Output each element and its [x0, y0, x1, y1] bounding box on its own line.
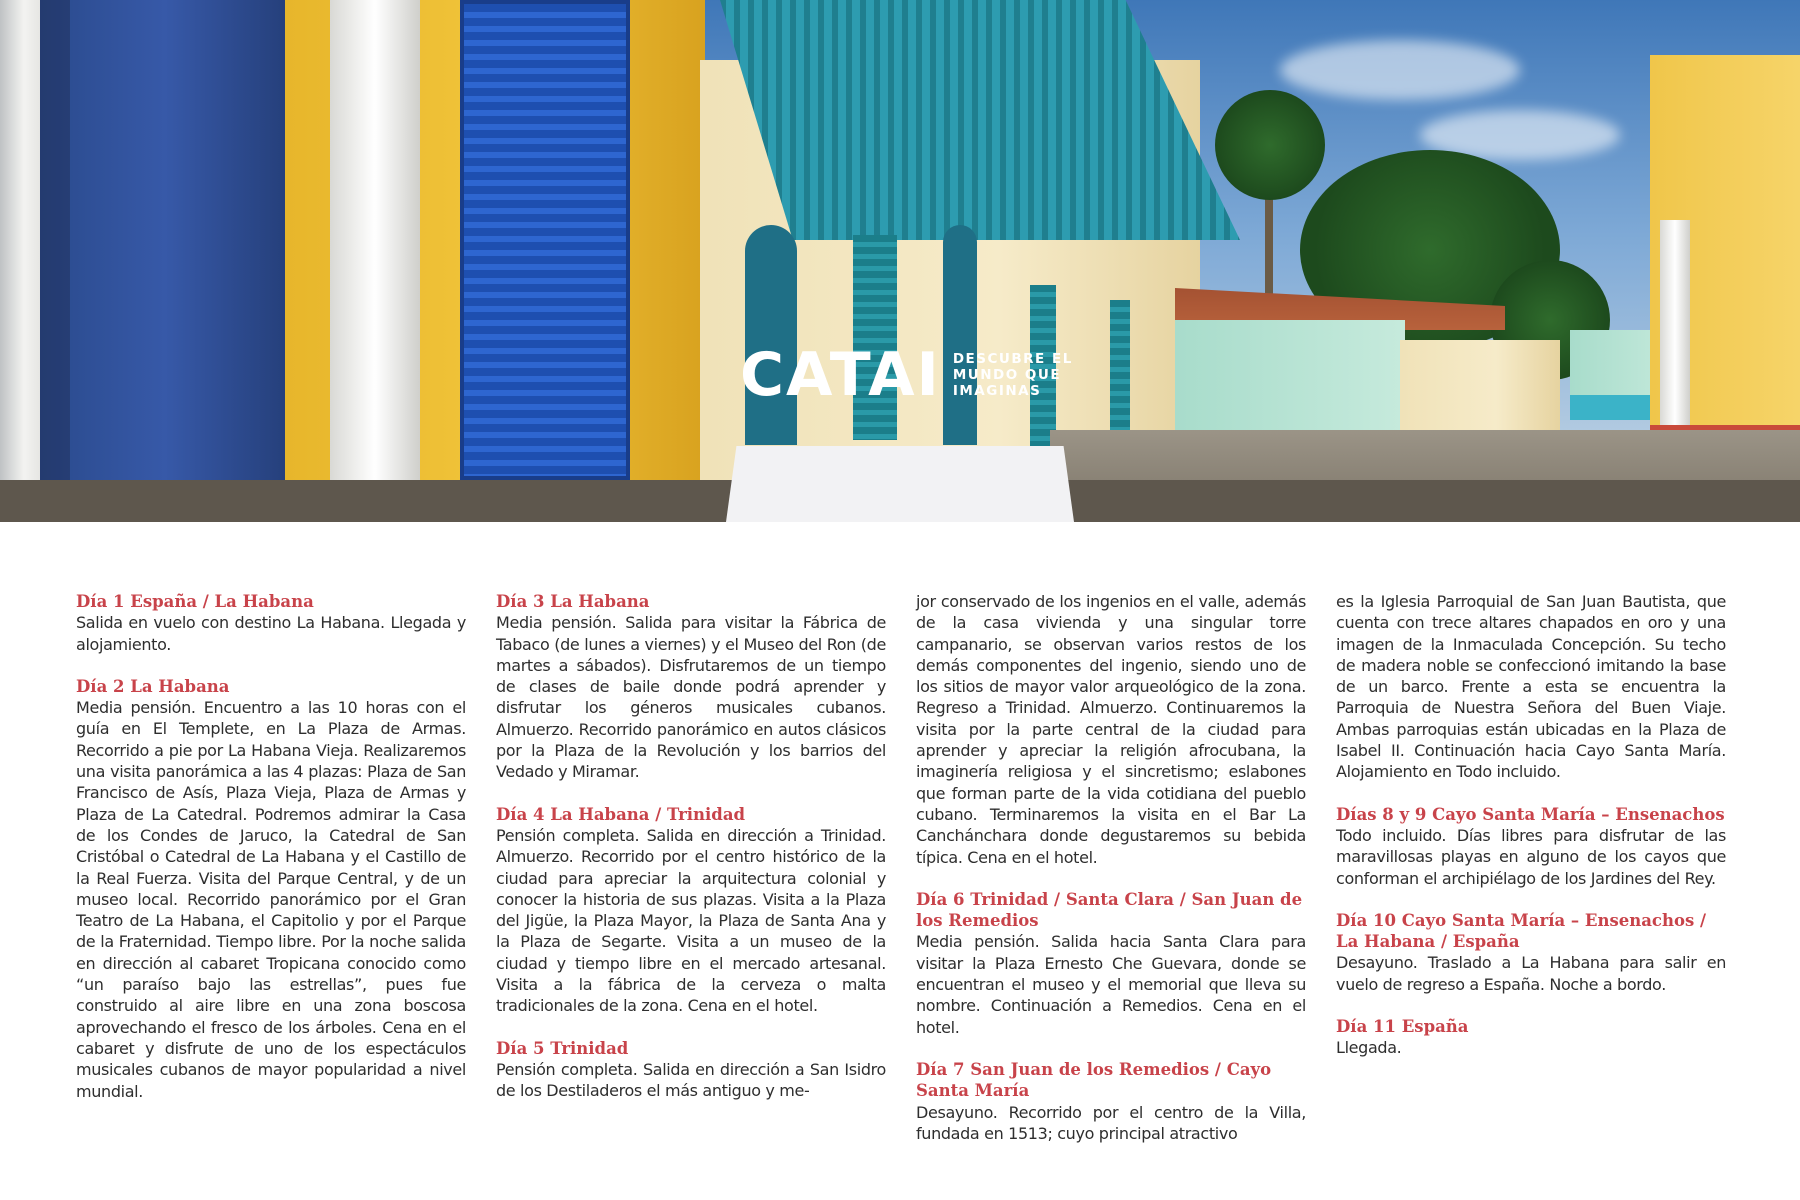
day-description: Media pensión. Salida hacia Santa Clara para visitar la Plaza Ernesto Che Guevara, donde se encuentran el museo y el memorial que lleva su nombre. Continuación a Remedios. Cena en el hotel. — [916, 932, 1306, 1037]
itinerary-column-1 — [76, 591, 466, 1123]
logo-tagline-line: DESCUBRE EL — [952, 351, 1073, 367]
day-title: Días 8 y 9 Cayo Santa María – Ensenachos — [1336, 804, 1725, 824]
logo-tagline-line: IMAGINAS — [952, 383, 1042, 399]
day-description: Salida en vuelo con destino La Habana. Llegada y alojamiento. — [76, 613, 466, 654]
itinerary-column-4 — [1336, 591, 1726, 1080]
day-entry — [76, 676, 466, 1102]
hero-photo — [0, 0, 1800, 522]
day-description: Pensión completa. Salida en dirección a San Isidro de los Destiladeros el más antiguo y me- — [496, 1059, 886, 1101]
day-description: jor conservado de los ingenios en el valle, además de la casa vivienda y una singular torre campanario, se observan varios restos de los demás componentes del ingenio, siendo uno de los sitios de mayor valor arqueológico de la zona. Regreso a Trinidad. Almuerzo. Continuaremos la visita por la parte central de la ciudad para aprender y apreciar la religión afrocubana, la imaginería religiosa y el sincretismo; eslabones que forman parte de la vida cotidiana del pueblo cubano. Terminaremos la visita en el Bar La Canchánchara donde degustaremos su bebida típica. Cena en el hotel. — [916, 592, 1306, 867]
day-description: Todo incluido. Días libres para disfrutar de las maravillosas playas en alguno de los cayos que conforman el archipiélago de los Jardines del Rey. — [1336, 825, 1726, 888]
day-description: Pensión completa. Salida en dirección a Trinidad. Almuerzo. Recorrido por el centro histórico de la ciudad para apreciar la arquitectura colonial y conocer la historia de sus plazas. Visita a la Plaza del Jigüe, la Plaza Mayor, la Plaza de Santa Ana y la Plaza de Segarte. Visita a un museo de la ciudad y tiempo libre en el mercado artesanal. Visita a la fábrica de la cerveza o malta tradicionales de la zona. Cena en el hotel. — [496, 825, 886, 1016]
day-description: Media pensión. Salida para visitar la Fábrica de Tabaco (de lunes a viernes) y el Museo del Ron (de martes a sábados). Disfrutaremos de un tiempo de clases de baile donde podrá aprender y disfrutar los géneros musicales cubanos. Almuerzo. Recorrido panorámico en autos clásicos por la Plaza de la Revolución y los barrios del Vedado y Miramar. — [496, 613, 886, 782]
day-entry — [1336, 804, 1726, 889]
day-title: Día 11 España — [1336, 1017, 1469, 1037]
logo-wordmark: CATAI — [740, 340, 941, 410]
itinerary-columns — [76, 591, 1726, 1151]
logo-tagline-line: MUNDO QUE — [952, 367, 1062, 383]
day-continuation — [1336, 591, 1726, 783]
day-continuation — [916, 591, 1306, 868]
day-entry — [496, 804, 886, 1017]
day-entry — [496, 1038, 886, 1102]
logo-tagline — [953, 351, 1073, 399]
day-entry — [76, 591, 466, 655]
day-title: Día 1 España / La Habana — [76, 592, 314, 611]
day-entry — [1336, 1016, 1726, 1059]
day-description: Desayuno. Traslado a La Habana para salir en vuelo de regreso a España. Noche a bordo. — [1336, 953, 1726, 994]
day-title: Día 4 La Habana / Trinidad — [496, 804, 746, 824]
hero-tab-decoration — [726, 446, 1074, 522]
itinerary-column-3 — [916, 591, 1306, 1165]
day-description: Desayuno. Recorrido por el centro de la Villa, fundada en 1513; cuyo principal atractivo — [916, 1102, 1306, 1143]
day-title: Día 6 Trinidad / Santa Clara / San Juan de los Remedios — [916, 889, 1303, 931]
day-title: Día 2 La Habana — [76, 676, 230, 696]
day-description: Llegada. — [1336, 1038, 1402, 1058]
day-entry — [1336, 910, 1726, 995]
day-title: Día 3 La Habana — [496, 592, 650, 611]
day-entry — [916, 889, 1306, 1038]
day-title: Día 5 Trinidad — [496, 1038, 629, 1058]
day-title: Día 7 San Juan de los Remedios / Cayo Santa María — [916, 1059, 1272, 1101]
day-description: es la Iglesia Parroquial de San Juan Bautista, que cuenta con trece altares chapados en oro y una imagen de la Inmaculada Concepción. Su techo de madera noble se confeccionó imitando la base de un barco. Frente a esta se encuentra la Parroquia de Nuestra Señora del Buen Viaje. Ambas parroquias están ubicadas en la Plaza de Isabel II. Continuación hacia Cayo Santa María. Alojamiento en Todo incluido. — [1336, 592, 1726, 782]
day-entry — [496, 591, 886, 783]
day-description: Media pensión. Encuentro a las 10 horas con el guía en El Templete, en La Plaza de Armas. Recorrido a pie por La Habana Vieja. Realizaremos una visita panorámica a las 4 plazas: Plaza de San Francisco de Asís, Plaza Vieja, Plaza de Armas y Plaza de La Catedral. Podremos admirar la Casa de los Condes de Jaruco, la Catedral de San Cristóbal o Catedral de La Habana y el Castillo de la Real Fuerza. Visita del Parque Central, y de un museo local. Recorrido panorámico por el Gran Teatro de La Habana, el Capitolio y por el Parque de la Fraternidad. Tiempo libre. Por la noche salida en dirección al cabaret Tropicana conocido como “un paraíso bajo las estrellas”, pues fue construido al aire libre en una zona boscosa aprovechando el fresco de los árboles. Cena en el cabaret y disfrute de uno de los espectáculos musicales cubanos de mayor popularidad a nivel mundial. — [76, 698, 466, 1101]
day-title: Día 10 Cayo Santa María – Ensenachos / La Habana / España — [1336, 910, 1707, 952]
itinerary-column-2 — [496, 591, 886, 1123]
catai-logo — [740, 340, 1073, 410]
day-entry — [916, 1059, 1306, 1144]
